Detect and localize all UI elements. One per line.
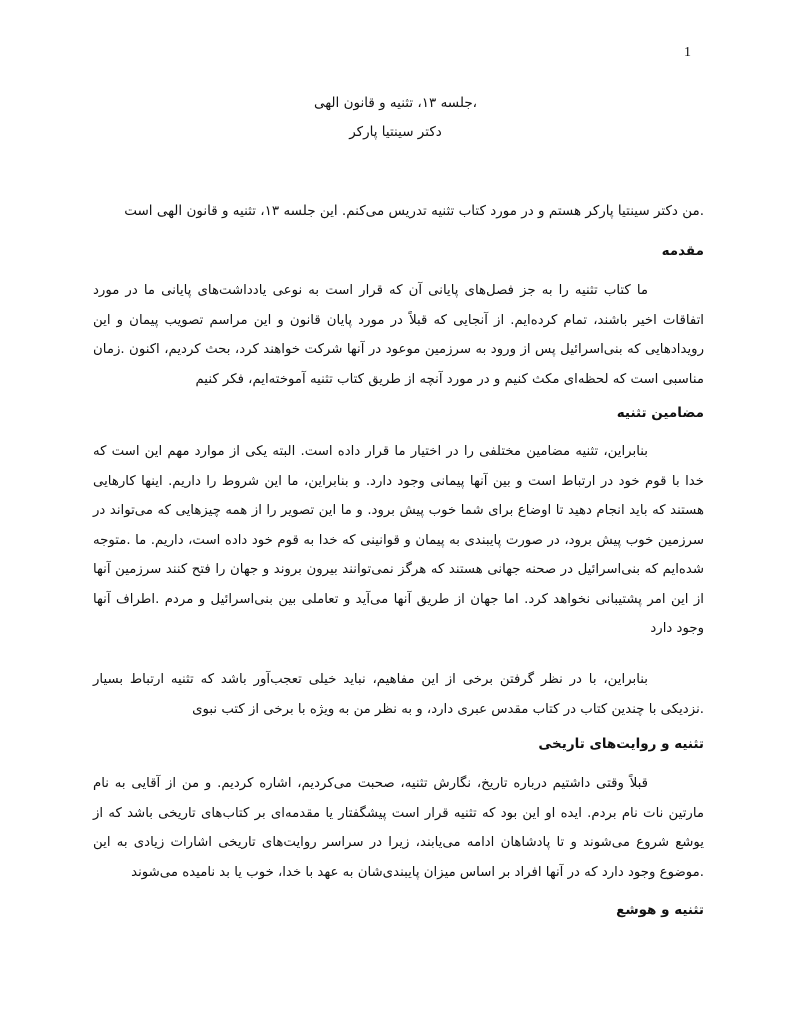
paragraph-themes-1: بنابراین، تثنیه مضامین مختلفی را در اختیار ما قرار داده است. البته یکی از موارد مهم این است که خدا با قوم خود در ارتباط است و بین آنها پیمانی وجود دارد. و بنابراین، ما این شروط را داریم. اینها کارهایی هستند که باید انجام دهید تا اوضاع برای شما خوب پیش برود. و ما این تصویر را از همه چیزهایی که می‌تواند در سرزمین خوب پیش برود، در صورت پایبندی به پیمان و قوانینی که خدا به قوم خود داده است، داریم. ما .متوجه شده‌ایم که بنی‌اسرائیل در صحنه جهانی هستند که هرگز نمی‌توانند بیرون بروند و جهان را فتح کنند سرزمین آنها از این امر پشتیبانی نخواهد کرد. اما جهان از طریق آنها می‌آید و تعاملی بین بنی‌اسرائیل و مردم .اطراف آنها وجود دارد [93,444,704,636]
paragraph-history: قبلاً وقتی داشتیم درباره تاریخ، نگارش تثنیه، صحبت می‌کردیم، اشاره کردیم. و من از آقایی به نام مارتین نات نام بردم. ایده او این بود که تثنیه قرار است پیشگفتار یا مقدمه‌ای بر کتاب‌های تاریخی باشد که از یوشع شروع می‌شوند و تا پادشاهان ادامه می‌یابند، زیرا در سراسر روایت‌های تاریخی اشارات زیادی به این .موضوع وجود دارد که در آنها افراد بر اساس میزان پایبندی‌شان به عهد با خدا، خوب یا بد نامیده می‌شوند [93,776,704,880]
intro-sentence: .من دکتر سینتیا پارکر هستم و در مورد کتاب تثنیه تدریس می‌کنم. این جلسه ۱۳، تثنیه و قانون الهی است [124,203,704,219]
section-heading-themes: مضامین تثنیه [616,405,704,421]
section-heading-history: تثنیه و روایت‌های تاریخی [538,736,704,752]
document-author: دکتر سینتیا پارکر [349,124,442,140]
document-title: ،جلسه ۱۳، تثنیه و قانون الهی [313,95,478,111]
paragraph-themes-2: بنابراین، با در نظر گرفتن برخی از این مفاهیم، نباید خیلی تعجب‌آور باشد که تثنیه ارتباط بسیار .نزدیکی با چندین کتاب در کتاب مقدس عبری دارد، و به نظر من به ویژه با برخی از کتب نبوی [93,672,704,717]
page-number: 1 [684,45,691,60]
section-heading-introduction: مقدمه [661,243,704,259]
paragraph-introduction: ما کتاب تثنیه را به جز فصل‌های پایانی آن که قرار است به نوعی یادداشت‌های پایانی ما در مورد اتفاقات اخیر باشند، تمام کرده‌ایم. از آنجایی که قبلاً در مورد پایان قانون و این مراسم تصویب پیمان و این رویدادهایی که بنی‌اسرائیل پس از ورود به سرزمین موعود در آنها شرکت خواهند کرد، بحث کردیم، اکنون .زمان مناسبی است که لحظه‌ای مکث کنیم و در مورد آنچه از طریق کتاب تثنیه آموخته‌ایم، فکر کنیم [93,283,704,387]
section-heading-joshua: تثنیه و هوشع [616,902,704,918]
